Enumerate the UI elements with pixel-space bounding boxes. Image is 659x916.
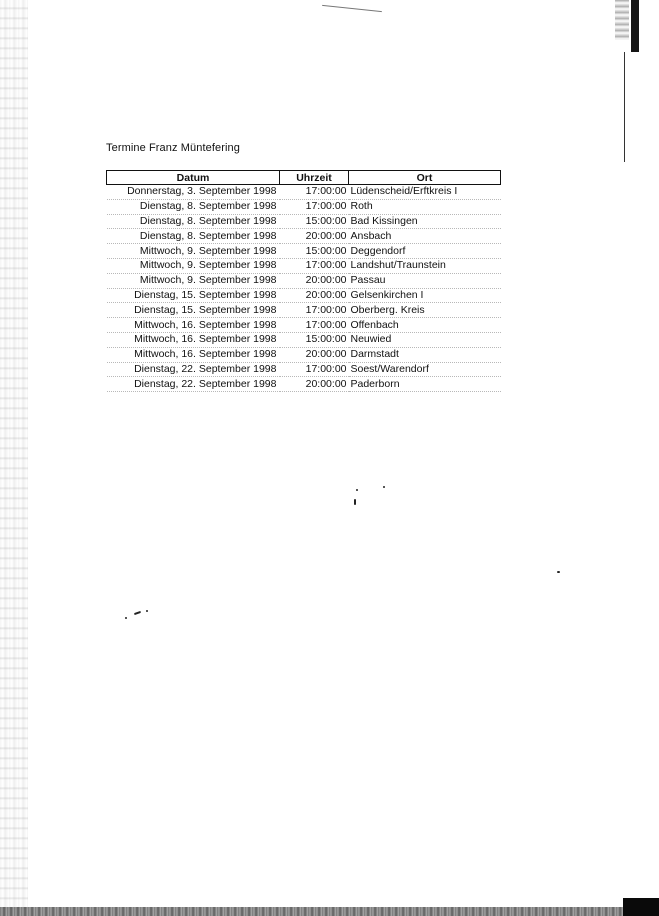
scan-speck — [557, 571, 560, 573]
table-row — [107, 185, 501, 200]
table-row — [107, 318, 501, 333]
table-row — [107, 244, 501, 259]
cell-datum: Mittwoch, 9. September 1998 — [107, 244, 280, 259]
table-row — [107, 347, 501, 362]
cell-ort: Deggendorf — [349, 244, 501, 259]
cell-ort: Neuwied — [349, 332, 501, 347]
cell-uhrzeit: 15:00:00 — [280, 332, 349, 347]
cell-uhrzeit: 20:00:00 — [280, 347, 349, 362]
table-row — [107, 229, 501, 244]
cell-datum: Donnerstag, 3. September 1998 — [107, 185, 280, 200]
cell-ort: Oberberg. Kreis — [349, 303, 501, 318]
cell-uhrzeit: 17:00:00 — [280, 362, 349, 377]
scan-speck — [146, 610, 148, 612]
scan-mark-top — [322, 5, 382, 12]
cell-ort: Passau — [349, 273, 501, 288]
scan-speck — [125, 617, 127, 619]
scan-speck — [354, 499, 356, 505]
cell-ort: Offenbach — [349, 318, 501, 333]
cell-uhrzeit: 17:00:00 — [280, 258, 349, 273]
cell-ort: Soest/Warendorf — [349, 362, 501, 377]
cell-datum: Dienstag, 22. September 1998 — [107, 377, 280, 392]
table-row — [107, 258, 501, 273]
cell-datum: Dienstag, 8. September 1998 — [107, 229, 280, 244]
scan-artifact-bottom-right — [623, 898, 659, 916]
scan-artifact-top-right — [615, 0, 629, 40]
cell-datum: Dienstag, 22. September 1998 — [107, 362, 280, 377]
cell-datum: Dienstag, 15. September 1998 — [107, 288, 280, 303]
cell-uhrzeit: 17:00:00 — [280, 318, 349, 333]
scan-speck — [356, 489, 358, 491]
table-row — [107, 362, 501, 377]
cell-ort: Ansbach — [349, 229, 501, 244]
cell-uhrzeit: 20:00:00 — [280, 377, 349, 392]
table-row — [107, 273, 501, 288]
cell-ort: Bad Kissingen — [349, 214, 501, 229]
scan-speck — [134, 611, 141, 615]
table-row — [107, 303, 501, 318]
cell-datum: Mittwoch, 16. September 1998 — [107, 318, 280, 333]
cell-datum: Dienstag, 15. September 1998 — [107, 303, 280, 318]
table-row — [107, 214, 501, 229]
cell-uhrzeit: 15:00:00 — [280, 244, 349, 259]
scan-line-right — [624, 52, 625, 162]
table-row — [107, 199, 501, 214]
table-row — [107, 288, 501, 303]
cell-ort: Paderborn — [349, 377, 501, 392]
cell-ort: Landshut/Traunstein — [349, 258, 501, 273]
column-header-uhrzeit: Uhrzeit — [280, 171, 349, 185]
cell-ort: Roth — [349, 199, 501, 214]
cell-uhrzeit: 20:00:00 — [280, 273, 349, 288]
cell-uhrzeit: 17:00:00 — [280, 303, 349, 318]
cell-ort: Darmstadt — [349, 347, 501, 362]
scan-speck — [383, 486, 385, 488]
cell-ort: Lüdenscheid/Erftkreis I — [349, 185, 501, 200]
cell-ort: Gelsenkirchen I — [349, 288, 501, 303]
cell-datum: Mittwoch, 16. September 1998 — [107, 332, 280, 347]
cell-datum: Dienstag, 8. September 1998 — [107, 214, 280, 229]
cell-datum: Mittwoch, 9. September 1998 — [107, 273, 280, 288]
cell-datum: Dienstag, 8. September 1998 — [107, 199, 280, 214]
column-header-datum: Datum — [107, 171, 280, 185]
cell-uhrzeit: 17:00:00 — [280, 199, 349, 214]
cell-uhrzeit: 20:00:00 — [280, 288, 349, 303]
document-title: Termine Franz Müntefering — [106, 142, 240, 154]
table-header-row — [107, 171, 501, 185]
cell-uhrzeit: 17:00:00 — [280, 185, 349, 200]
scan-artifact-top-right-bar — [631, 0, 639, 52]
cell-uhrzeit: 15:00:00 — [280, 214, 349, 229]
column-header-ort: Ort — [349, 171, 501, 185]
scan-edge-left — [0, 0, 28, 916]
schedule-table — [106, 170, 501, 392]
cell-datum: Mittwoch, 16. September 1998 — [107, 347, 280, 362]
scan-edge-bottom — [0, 907, 659, 916]
cell-uhrzeit: 20:00:00 — [280, 229, 349, 244]
table-row — [107, 377, 501, 392]
cell-datum: Mittwoch, 9. September 1998 — [107, 258, 280, 273]
table-row — [107, 332, 501, 347]
